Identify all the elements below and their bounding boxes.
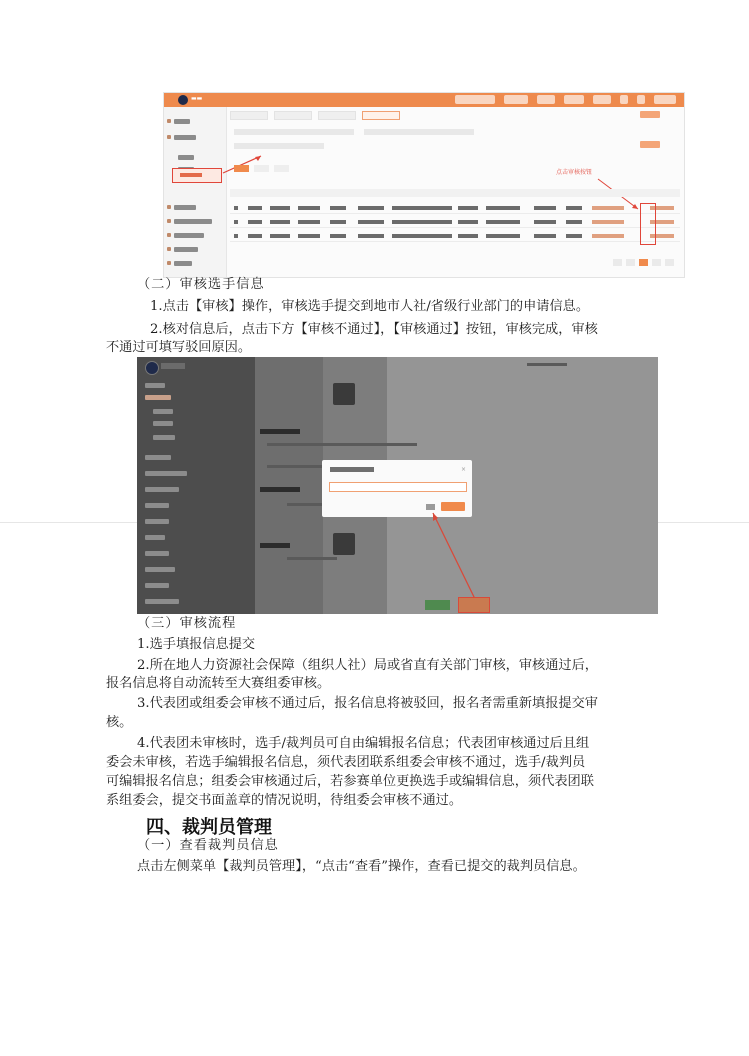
- search-button[interactable]: [640, 141, 660, 148]
- review-actions-highlight[interactable]: [640, 203, 656, 245]
- page-tabs: [230, 111, 400, 120]
- reset-button[interactable]: [640, 111, 660, 118]
- section-heading: （二）审核选手信息: [137, 277, 265, 292]
- table-header: [230, 189, 680, 197]
- paragraph: 核。: [106, 715, 133, 730]
- paragraph: 系组委会，提交书面盖章的情况说明，待组委会审核不通过。: [106, 793, 463, 808]
- pagination: [613, 259, 674, 266]
- approve-button[interactable]: [425, 600, 450, 610]
- paragraph: 3.代表团或组委会审核不通过后，报名信息将被驳回，报名者需重新填报提交审: [137, 696, 598, 711]
- section-title: [260, 543, 290, 548]
- annotation-arrow-icon: [427, 507, 487, 602]
- sidebar: [164, 107, 227, 277]
- close-icon[interactable]: ×: [460, 466, 466, 473]
- app-logo-icon: [145, 361, 159, 375]
- reject-reason-input[interactable]: [329, 482, 467, 492]
- sidebar-item-selected[interactable]: [172, 168, 222, 183]
- chapter-heading: 四、裁判员管理: [146, 817, 272, 838]
- top-bar-items: [455, 95, 676, 104]
- sidebar-dimmed: [137, 357, 255, 614]
- app-logo-icon: [178, 95, 188, 105]
- section-title: [260, 429, 300, 434]
- photo-placeholder: [333, 383, 355, 405]
- paragraph: 报名信息将自动流转至大赛组委审核。: [106, 676, 331, 691]
- screenshot-contestant-list: [163, 92, 685, 278]
- paragraph: 点击左侧菜单【裁判员管理】，“点击“查看”操作，查看已提交的裁判员信息。: [137, 859, 586, 874]
- app-top-bar: [164, 93, 684, 107]
- app-brand: ▬▬: [191, 95, 203, 102]
- annotation-label: 点击审核按钮: [556, 169, 593, 176]
- status-tabs: [234, 165, 289, 172]
- paragraph: 不通过可填写驳回原因。: [106, 340, 252, 355]
- dialog-title: [330, 467, 374, 472]
- paragraph: 4.代表团未审核时，选手/裁判员可自由编辑报名信息；代表团审核通过后且组: [137, 736, 590, 751]
- reject-button[interactable]: [458, 597, 490, 613]
- paragraph: 委会未审核，若选手编辑报名信息，须代表团联系组委会审核不通过，选手/裁判员: [106, 755, 586, 770]
- table-row: [230, 203, 680, 214]
- section-heading: （三）审核流程: [137, 616, 237, 631]
- section-heading: （一）查看裁判员信息: [137, 838, 279, 853]
- screenshot-review-dialog: [137, 357, 658, 614]
- table-row: [230, 217, 680, 228]
- paragraph: 1.选手填报信息提交: [137, 637, 256, 652]
- paragraph: 2.所在地人力资源社会保障（组织人社）局或省直有关部门审核，审核通过后，: [137, 658, 598, 673]
- photo-placeholder: [333, 533, 355, 555]
- section-title: [260, 487, 300, 492]
- paragraph: 2.核对信息后，点击下方【审核不通过】，【审核通过】按钮，审核完成，审核: [150, 322, 598, 337]
- paragraph: 1.点击【审核】操作，审核选手提交到地市人社/省级行业部门的申请信息。: [150, 299, 590, 314]
- paragraph: 可编辑报名信息；组委会审核通过后，若参赛单位更换选手或编辑信息，须代表团联: [106, 774, 594, 789]
- table-row: [230, 231, 680, 242]
